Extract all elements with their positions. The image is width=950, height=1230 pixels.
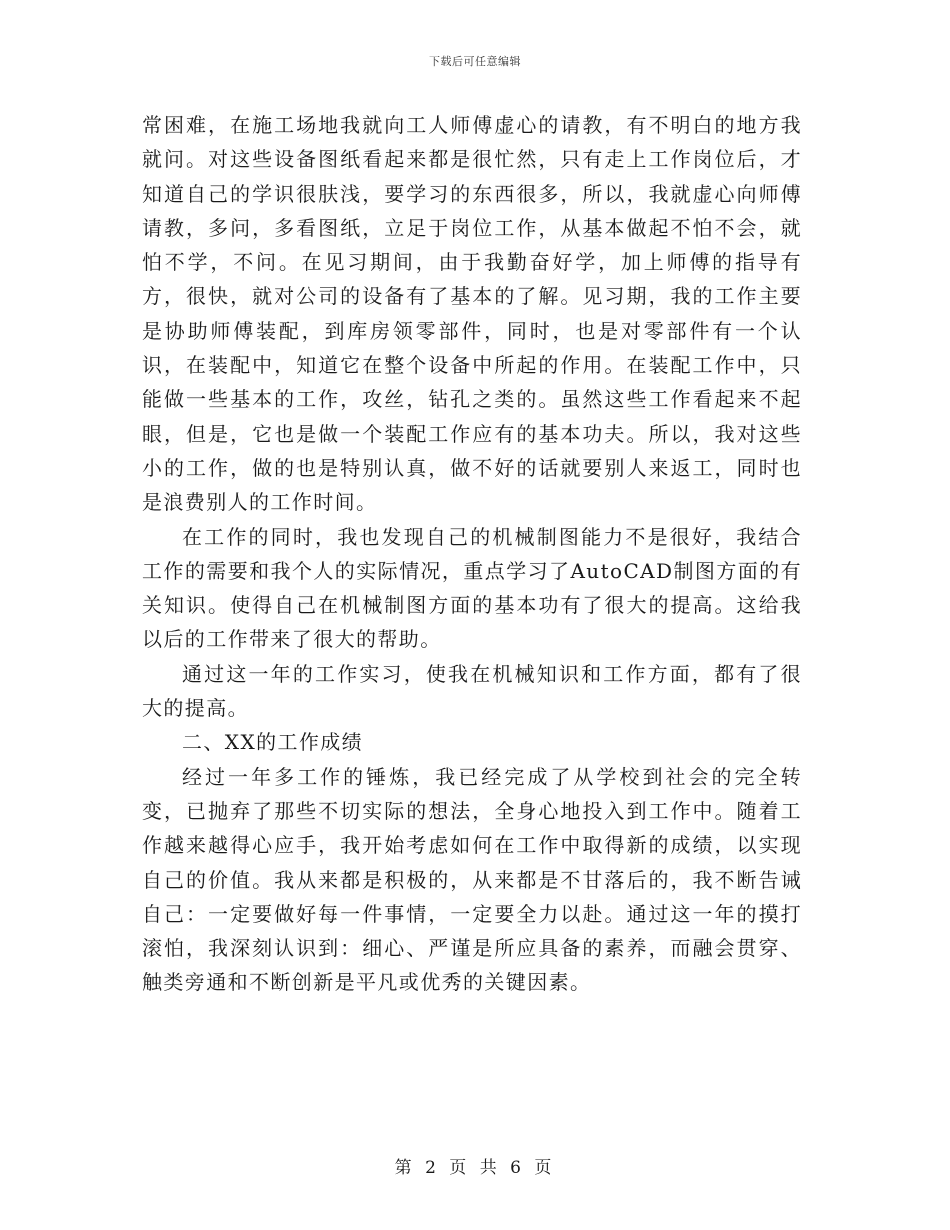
paragraph: 经过一年多工作的锤炼，我已经完成了从学校到社会的完全转变，已抛弃了那些不切实际的想法，全身心地投入到工作中。随着工作越来越得心应手，我开始考虑如何在工作中取得新的成绩，以实现自己的价值。我从来都是积极的，从来都是不甘落后的，我不断告诫自己：一定要做好每一件事情，一定要全力以赴。通过这一年的摸打滚怕，我深刻认识到：细心、严谨是所应具备的素养，而融会贯穿、触类旁通和不断创新是平凡或优秀的关键因素。 xyxy=(142,764,802,995)
page-number-footer: 第 2 页 共 6 页 xyxy=(394,1158,556,1178)
section-heading: 二、XX的工作成绩 xyxy=(182,730,364,755)
paragraph: 在工作的同时，我也发现自己的机械制图能力不是很好，我结合工作的需要和我个人的实际情况，重点学习了AutoCAD制图方面的有关知识。使得自己在机械制图方面的基本功有了很大的提高。这给我以后的工作带来了很大的帮助。 xyxy=(142,524,802,652)
page-header: 下载后可任意编辑 xyxy=(429,55,521,68)
document-body xyxy=(142,108,802,1000)
paragraph: 常困难，在施工场地我就向工人师傅虚心的请教，有不明白的地方我就问。对这些设备图纸看起来都是很忙然，只有走上工作岗位后，才知道自己的学识很肤浅，要学习的东西很多，所以，我就虚心向师傅请教，多问，多看图纸，立足于岗位工作，从基本做起不怕不会，就怕不学，不问。在见习期间，由于我勤奋好学，加上师傅的指导有方，很快，就对公司的设备有了基本的了解。见习期，我的工作主要是协助师傅装配，到库房领零部件，同时，也是对零部件有一个认识，在装配中，知道它在整个设备中所起的作用。在装配工作中，只能做一些基本的工作，攻丝，钻孔之类的。虽然这些工作看起来不起眼，但是，它也是做一个装配工作应有的基本功夫。所以，我对这些小的工作，做的也是特别认真，做不好的话就要别人来返工，同时也是浪费别人的工作时间。 xyxy=(142,113,802,515)
paragraph: 通过这一年的工作实习，使我在机械知识和工作方面，都有了很大的提高。 xyxy=(142,661,802,721)
